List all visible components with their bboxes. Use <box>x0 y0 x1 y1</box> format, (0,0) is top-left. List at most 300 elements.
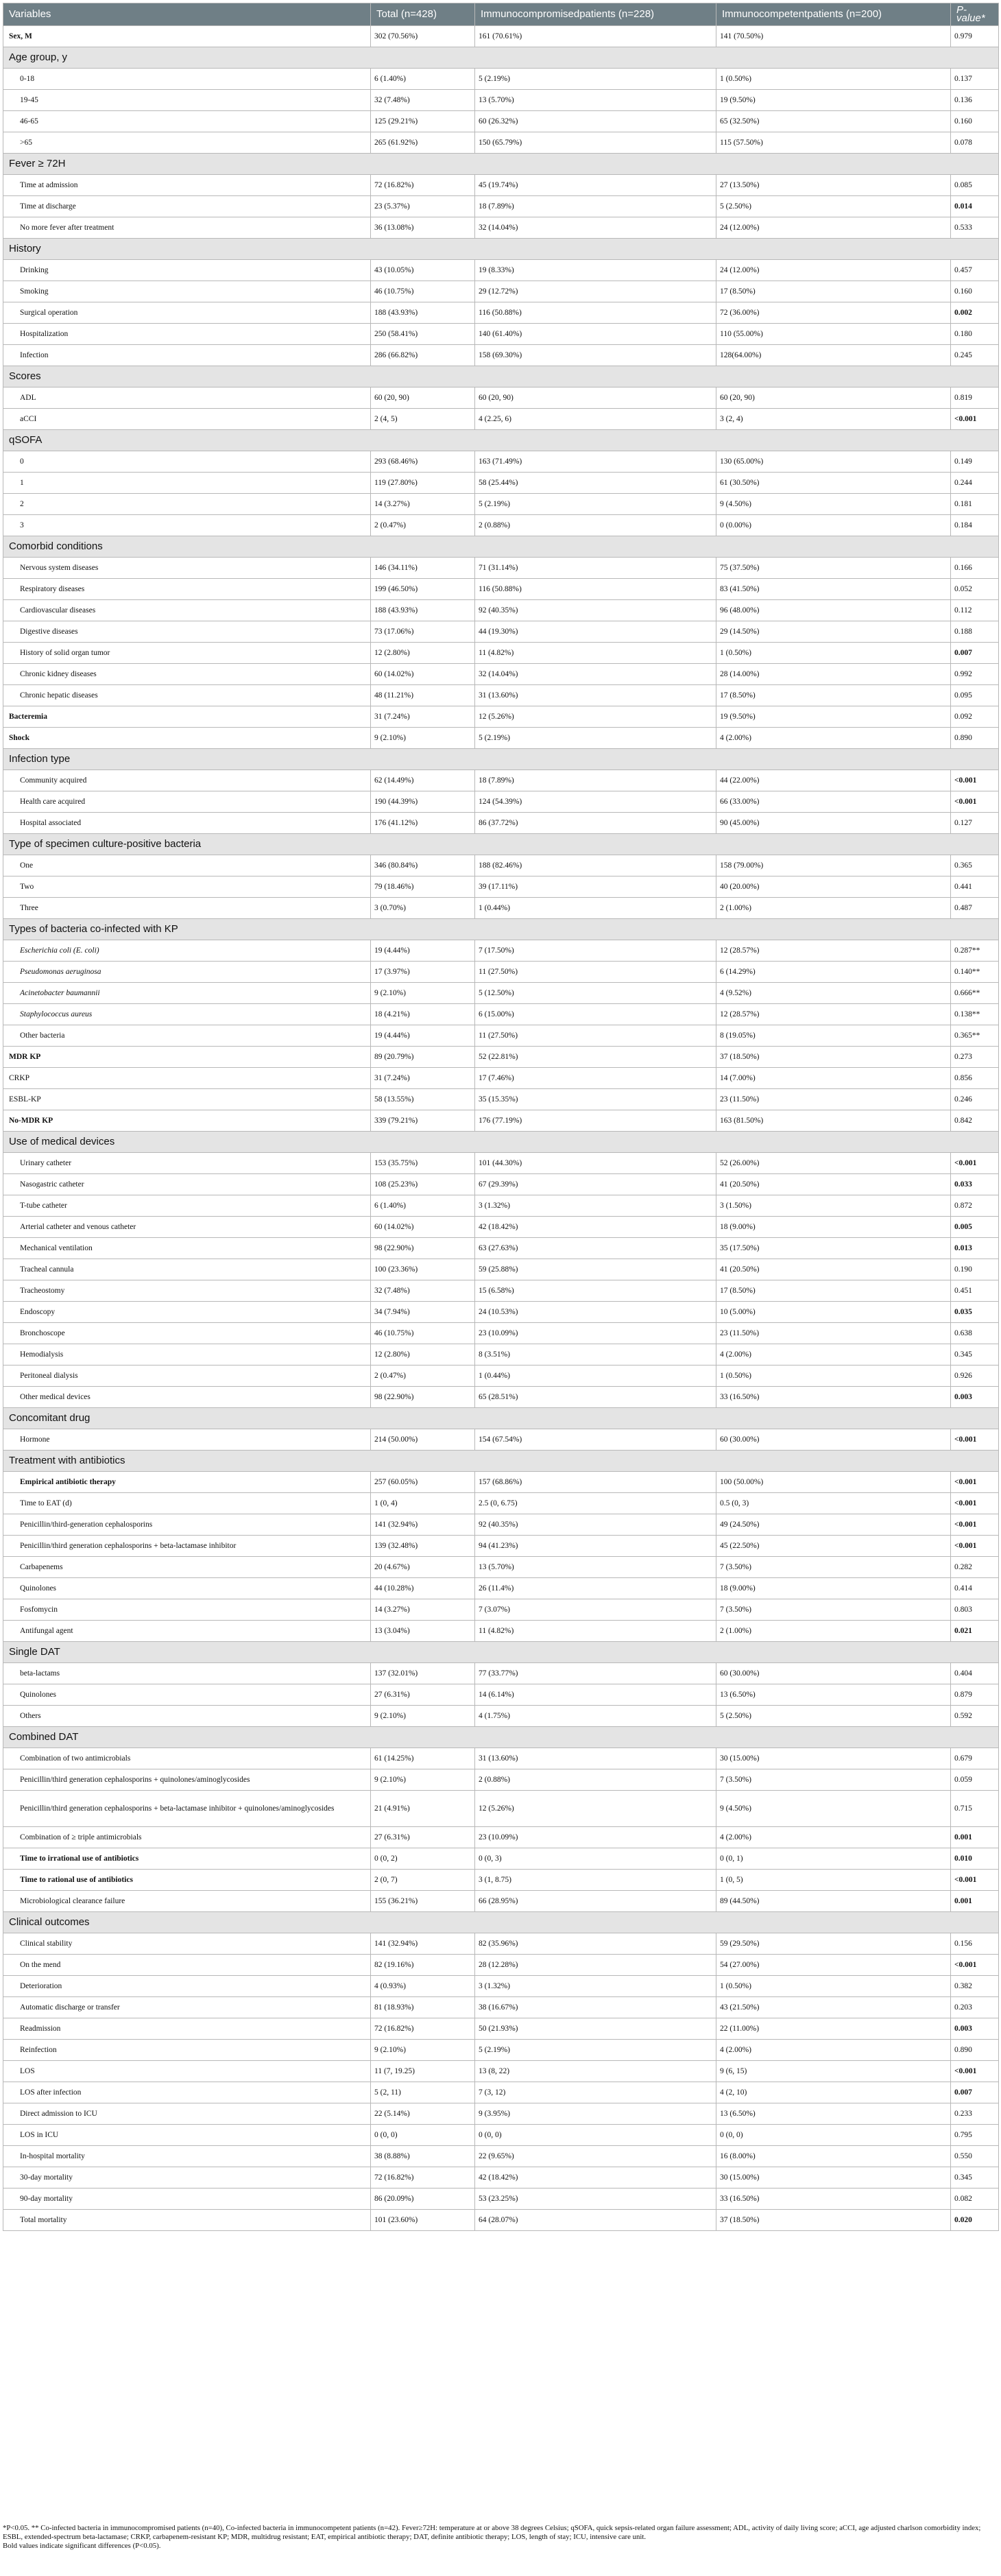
results-table <box>3 3 999 2231</box>
total-value: 2 (0.47%) <box>371 1365 475 1387</box>
immunocompetent-value: 1 (0.50%) <box>716 1976 951 1997</box>
section-title: Combined DAT <box>3 1727 999 1748</box>
table-row <box>3 1323 999 1344</box>
total-value: 79 (18.46%) <box>371 876 475 898</box>
total-value: 188 (43.93%) <box>371 302 475 324</box>
immunocompetent-value: 158 (79.00%) <box>716 855 951 876</box>
immunocompetent-value: 52 (26.00%) <box>716 1153 951 1174</box>
row-label: LOS in ICU <box>3 2125 371 2146</box>
total-value: 176 (41.12%) <box>371 813 475 834</box>
row-label: aCCI <box>3 409 371 430</box>
table-row <box>3 1004 999 1025</box>
p-value: 0.879 <box>951 1684 999 1706</box>
total-value: 141 (32.94%) <box>371 1933 475 1955</box>
p-value: 0.244 <box>951 473 999 494</box>
immunocompetent-value: 18 (9.00%) <box>716 1578 951 1599</box>
table-row <box>3 2018 999 2040</box>
immunocompetent-value: 66 (33.00%) <box>716 791 951 813</box>
immunocompromised-value: 66 (28.95%) <box>475 1891 716 1912</box>
section-header <box>3 1727 999 1748</box>
table-row <box>3 69 999 90</box>
header-variables: Variables <box>3 3 371 26</box>
table-row <box>3 1848 999 1870</box>
immunocompromised-value: 13 (5.70%) <box>475 1557 716 1578</box>
row-label: Other bacteria <box>3 1025 371 1047</box>
row-label: Mechanical ventilation <box>3 1238 371 1259</box>
row-label: History of solid organ tumor <box>3 643 371 664</box>
row-label: Combination of ≥ triple antimicrobials <box>3 1827 371 1848</box>
section-header <box>3 154 999 175</box>
row-label: Three <box>3 898 371 919</box>
p-value: 0.059 <box>951 1769 999 1791</box>
total-value: 32 (7.48%) <box>371 1280 475 1302</box>
p-value: 0.180 <box>951 324 999 345</box>
row-label: LOS <box>3 2061 371 2082</box>
row-label: Time to rational use of antibiotics <box>3 1870 371 1891</box>
immunocompromised-value: 39 (17.11%) <box>475 876 716 898</box>
total-value: 9 (2.10%) <box>371 983 475 1004</box>
table-row <box>3 1493 999 1514</box>
p-value: 0.160 <box>951 111 999 132</box>
row-label: T-tube catheter <box>3 1195 371 1217</box>
table-row <box>3 1302 999 1323</box>
p-value: <0.001 <box>951 1536 999 1557</box>
row-label: Penicillin/third-generation cephalosporins <box>3 1514 371 1536</box>
immunocompetent-value: 6 (14.29%) <box>716 962 951 983</box>
row-label: Respiratory diseases <box>3 579 371 600</box>
total-value: 48 (11.21%) <box>371 685 475 706</box>
row-label: 30-day mortality <box>3 2167 371 2189</box>
immunocompetent-value: 65 (32.50%) <box>716 111 951 132</box>
p-value: <0.001 <box>951 770 999 791</box>
total-value: 21 (4.91%) <box>371 1791 475 1827</box>
p-value: 0.287** <box>951 940 999 962</box>
table-row <box>3 2103 999 2125</box>
immunocompromised-value: 1 (0.44%) <box>475 898 716 919</box>
immunocompetent-value: 60 (20, 90) <box>716 387 951 409</box>
table-row <box>3 600 999 621</box>
immunocompromised-value: 71 (31.14%) <box>475 558 716 579</box>
section-header <box>3 1408 999 1429</box>
immunocompromised-value: 50 (21.93%) <box>475 2018 716 2040</box>
total-value: 2 (0, 7) <box>371 1870 475 1891</box>
p-value: 0.666** <box>951 983 999 1004</box>
p-value: 0.203 <box>951 1997 999 2018</box>
table-row <box>3 2189 999 2210</box>
p-value: 0.890 <box>951 728 999 749</box>
total-value: 19 (4.44%) <box>371 1025 475 1047</box>
immunocompromised-value: 12 (5.26%) <box>475 1791 716 1827</box>
row-label: Endoscopy <box>3 1302 371 1323</box>
table-row <box>3 876 999 898</box>
section-header <box>3 1132 999 1153</box>
p-value: <0.001 <box>951 1472 999 1493</box>
total-value: 141 (32.94%) <box>371 1514 475 1536</box>
p-value: 0.005 <box>951 1217 999 1238</box>
immunocompetent-value: 60 (30.00%) <box>716 1429 951 1451</box>
immunocompromised-value: 23 (10.09%) <box>475 1827 716 1848</box>
total-value: 12 (2.80%) <box>371 643 475 664</box>
row-label: Quinolones <box>3 1684 371 1706</box>
immunocompromised-value: 188 (82.46%) <box>475 855 716 876</box>
immunocompromised-value: 176 (77.19%) <box>475 1110 716 1132</box>
immunocompetent-value: 90 (45.00%) <box>716 813 951 834</box>
row-label: Nervous system diseases <box>3 558 371 579</box>
table-row <box>3 387 999 409</box>
table-row <box>3 1891 999 1912</box>
row-label: Shock <box>3 728 371 749</box>
immunocompetent-value: 5 (2.50%) <box>716 196 951 217</box>
p-value: 0.013 <box>951 1238 999 1259</box>
row-label: Direct admission to ICU <box>3 2103 371 2125</box>
total-value: 119 (27.80%) <box>371 473 475 494</box>
table-row <box>3 1933 999 1955</box>
row-label: Time to irrational use of antibiotics <box>3 1848 371 1870</box>
table-row <box>3 855 999 876</box>
table-row <box>3 1557 999 1578</box>
row-label: Fosfomycin <box>3 1599 371 1621</box>
p-value: 0.137 <box>951 69 999 90</box>
p-value: 0.014 <box>951 196 999 217</box>
immunocompetent-value: 17 (8.50%) <box>716 1280 951 1302</box>
row-label: MDR KP <box>3 1047 371 1068</box>
immunocompetent-value: 44 (22.00%) <box>716 770 951 791</box>
row-label: 0-18 <box>3 69 371 90</box>
immunocompromised-value: 11 (27.50%) <box>475 1025 716 1047</box>
immunocompromised-value: 64 (28.07%) <box>475 2210 716 2231</box>
immunocompetent-value: 75 (37.50%) <box>716 558 951 579</box>
total-value: 265 (61.92%) <box>371 132 475 154</box>
immunocompetent-value: 12 (28.57%) <box>716 1004 951 1025</box>
table-row <box>3 1068 999 1089</box>
total-value: 0 (0, 2) <box>371 1848 475 1870</box>
immunocompromised-value: 0 (0, 3) <box>475 1848 716 1870</box>
p-value: 0.365** <box>951 1025 999 1047</box>
immunocompetent-value: 19 (9.50%) <box>716 90 951 111</box>
section-header <box>3 834 999 855</box>
table-row <box>3 1870 999 1891</box>
total-value: 6 (1.40%) <box>371 1195 475 1217</box>
immunocompromised-value: 11 (4.82%) <box>475 643 716 664</box>
p-value: <0.001 <box>951 409 999 430</box>
row-label: Time at admission <box>3 175 371 196</box>
total-value: 11 (7, 19.25) <box>371 2061 475 2082</box>
immunocompromised-value: 24 (10.53%) <box>475 1302 716 1323</box>
immunocompetent-value: 35 (17.50%) <box>716 1238 951 1259</box>
table-row <box>3 2082 999 2103</box>
table-row <box>3 1387 999 1408</box>
section-header <box>3 366 999 387</box>
immunocompromised-value: 12 (5.26%) <box>475 706 716 728</box>
total-value: 14 (3.27%) <box>371 1599 475 1621</box>
row-label: Infection <box>3 345 371 366</box>
total-value: 9 (2.10%) <box>371 2040 475 2061</box>
immunocompetent-value: 2 (1.00%) <box>716 898 951 919</box>
row-label: Smoking <box>3 281 371 302</box>
row-label: CRKP <box>3 1068 371 1089</box>
immunocompetent-value: 61 (30.50%) <box>716 473 951 494</box>
table-row <box>3 1047 999 1068</box>
row-label: Chronic kidney diseases <box>3 664 371 685</box>
p-value: 0.365 <box>951 855 999 876</box>
row-label: Others <box>3 1706 371 1727</box>
table-row <box>3 1195 999 1217</box>
p-value: 0.842 <box>951 1110 999 1132</box>
immunocompetent-value: 41 (20.50%) <box>716 1174 951 1195</box>
p-value: 0.003 <box>951 1387 999 1408</box>
total-value: 9 (2.10%) <box>371 1706 475 1727</box>
immunocompetent-value: 5 (2.50%) <box>716 1706 951 1727</box>
immunocompetent-value: 27 (13.50%) <box>716 175 951 196</box>
table-row <box>3 494 999 515</box>
immunocompetent-value: 54 (27.00%) <box>716 1955 951 1976</box>
header-immunocompetent: Immunocompetentpatients (n=200) <box>716 3 951 26</box>
immunocompromised-value: 44 (19.30%) <box>475 621 716 643</box>
row-label: No more fever after treatment <box>3 217 371 239</box>
immunocompromised-value: 31 (13.60%) <box>475 1748 716 1769</box>
table-row <box>3 983 999 1004</box>
p-value: 0.033 <box>951 1174 999 1195</box>
row-label: ADL <box>3 387 371 409</box>
immunocompetent-value: 3 (2, 4) <box>716 409 951 430</box>
immunocompromised-value: 11 (4.82%) <box>475 1621 716 1642</box>
immunocompromised-value: 140 (61.40%) <box>475 324 716 345</box>
p-value: 0.345 <box>951 2167 999 2189</box>
immunocompetent-value: 29 (14.50%) <box>716 621 951 643</box>
immunocompetent-value: 30 (15.00%) <box>716 2167 951 2189</box>
row-label: On the mend <box>3 1955 371 1976</box>
total-value: 22 (5.14%) <box>371 2103 475 2125</box>
row-label: Other medical devices <box>3 1387 371 1408</box>
row-label: Urinary catheter <box>3 1153 371 1174</box>
immunocompetent-value: 163 (81.50%) <box>716 1110 951 1132</box>
immunocompetent-value: 4 (2.00%) <box>716 1827 951 1848</box>
immunocompetent-value: 0 (0, 1) <box>716 1848 951 1870</box>
table-row <box>3 1365 999 1387</box>
row-label: Health care acquired <box>3 791 371 813</box>
p-value: 0.181 <box>951 494 999 515</box>
total-value: 72 (16.82%) <box>371 2018 475 2040</box>
total-value: 302 (70.56%) <box>371 26 475 47</box>
table-row <box>3 1663 999 1684</box>
immunocompromised-value: 29 (12.72%) <box>475 281 716 302</box>
row-label: Clinical stability <box>3 1933 371 1955</box>
p-value: 0.550 <box>951 2146 999 2167</box>
immunocompromised-value: 31 (13.60%) <box>475 685 716 706</box>
p-value: 0.457 <box>951 260 999 281</box>
total-value: 125 (29.21%) <box>371 111 475 132</box>
section-title: Treatment with antibiotics <box>3 1451 999 1472</box>
p-value: 0.001 <box>951 1827 999 1848</box>
table-row <box>3 2040 999 2061</box>
section-title: Single DAT <box>3 1642 999 1663</box>
row-label: beta-lactams <box>3 1663 371 1684</box>
immunocompromised-value: 28 (12.28%) <box>475 1955 716 1976</box>
p-value: 0.082 <box>951 2189 999 2210</box>
table-row <box>3 940 999 962</box>
p-value: <0.001 <box>951 791 999 813</box>
immunocompetent-value: 10 (5.00%) <box>716 1302 951 1323</box>
total-value: 12 (2.80%) <box>371 1344 475 1365</box>
immunocompromised-value: 60 (20, 90) <box>475 387 716 409</box>
p-value: 0.085 <box>951 175 999 196</box>
total-value: 43 (10.05%) <box>371 260 475 281</box>
row-label: Readmission <box>3 2018 371 2040</box>
table-row <box>3 2125 999 2146</box>
total-value: 0 (0, 0) <box>371 2125 475 2146</box>
immunocompromised-value: 26 (11.4%) <box>475 1578 716 1599</box>
total-value: 27 (6.31%) <box>371 1684 475 1706</box>
section-title: Age group, y <box>3 47 999 69</box>
immunocompetent-value: 30 (15.00%) <box>716 1748 951 1769</box>
row-label: Community acquired <box>3 770 371 791</box>
row-label: Hemodialysis <box>3 1344 371 1365</box>
immunocompromised-value: 42 (18.42%) <box>475 2167 716 2189</box>
total-value: 31 (7.24%) <box>371 706 475 728</box>
immunocompromised-value: 52 (22.81%) <box>475 1047 716 1068</box>
immunocompetent-value: 22 (11.00%) <box>716 2018 951 2040</box>
row-label: LOS after infection <box>3 2082 371 2103</box>
immunocompetent-value: 19 (9.50%) <box>716 706 951 728</box>
section-header <box>3 919 999 940</box>
row-label: Penicillin/third generation cephalosporins + beta-lactamase inhibitor + quinolones/aminoglycosides <box>3 1791 371 1827</box>
immunocompetent-value: 3 (1.50%) <box>716 1195 951 1217</box>
immunocompetent-value: 9 (4.50%) <box>716 1791 951 1827</box>
row-label: 1 <box>3 473 371 494</box>
p-value: 0.451 <box>951 1280 999 1302</box>
total-value: 9 (2.10%) <box>371 728 475 749</box>
total-value: 27 (6.31%) <box>371 1827 475 1848</box>
immunocompromised-value: 59 (25.88%) <box>475 1259 716 1280</box>
p-value: 0.112 <box>951 600 999 621</box>
total-value: 3 (0.70%) <box>371 898 475 919</box>
table-row <box>3 324 999 345</box>
table-row <box>3 1976 999 1997</box>
p-value: 0.021 <box>951 1621 999 1642</box>
table-row <box>3 451 999 473</box>
table-row <box>3 728 999 749</box>
row-label: Two <box>3 876 371 898</box>
immunocompromised-value: 58 (25.44%) <box>475 473 716 494</box>
immunocompromised-value: 18 (7.89%) <box>475 770 716 791</box>
immunocompetent-value: 110 (55.00%) <box>716 324 951 345</box>
row-label: Staphylococcus aureus <box>3 1004 371 1025</box>
immunocompromised-value: 2 (0.88%) <box>475 515 716 536</box>
p-value: 0.140** <box>951 962 999 983</box>
immunocompetent-value: 100 (50.00%) <box>716 1472 951 1493</box>
p-value: <0.001 <box>951 1955 999 1976</box>
p-value: 0.092 <box>951 706 999 728</box>
p-value: 0.003 <box>951 2018 999 2040</box>
total-value: 339 (79.21%) <box>371 1110 475 1132</box>
immunocompromised-value: 1 (0.44%) <box>475 1365 716 1387</box>
row-label: Tracheostomy <box>3 1280 371 1302</box>
immunocompetent-value: 4 (2.00%) <box>716 728 951 749</box>
p-value: 0.184 <box>951 515 999 536</box>
total-value: 20 (4.67%) <box>371 1557 475 1578</box>
immunocompetent-value: 7 (3.50%) <box>716 1557 951 1578</box>
immunocompetent-value: 4 (9.52%) <box>716 983 951 1004</box>
row-label: Bronchoscope <box>3 1323 371 1344</box>
table-row <box>3 706 999 728</box>
total-value: 188 (43.93%) <box>371 600 475 621</box>
row-label: Combination of two antimicrobials <box>3 1748 371 1769</box>
table-row <box>3 1025 999 1047</box>
section-title: History <box>3 239 999 260</box>
immunocompromised-value: 3 (1.32%) <box>475 1195 716 1217</box>
section-header <box>3 430 999 451</box>
immunocompetent-value: 9 (4.50%) <box>716 494 951 515</box>
total-value: 293 (68.46%) <box>371 451 475 473</box>
total-value: 19 (4.44%) <box>371 940 475 962</box>
immunocompetent-value: 115 (57.50%) <box>716 132 951 154</box>
row-label: Cardiovascular diseases <box>3 600 371 621</box>
immunocompromised-value: 4 (1.75%) <box>475 1706 716 1727</box>
section-header <box>3 1451 999 1472</box>
section-header <box>3 239 999 260</box>
immunocompetent-value: 9 (6, 15) <box>716 2061 951 2082</box>
row-label: Deterioration <box>3 1976 371 1997</box>
table-row <box>3 132 999 154</box>
total-value: 38 (8.88%) <box>371 2146 475 2167</box>
immunocompromised-value: 14 (6.14%) <box>475 1684 716 1706</box>
total-value: 101 (23.60%) <box>371 2210 475 2231</box>
immunocompromised-value: 116 (50.88%) <box>475 579 716 600</box>
row-label: 90-day mortality <box>3 2189 371 2210</box>
p-value: 0.233 <box>951 2103 999 2125</box>
table-row <box>3 1174 999 1195</box>
total-value: 89 (20.79%) <box>371 1047 475 1068</box>
immunocompromised-value: 32 (14.04%) <box>475 217 716 239</box>
immunocompromised-value: 124 (54.39%) <box>475 791 716 813</box>
immunocompromised-value: 18 (7.89%) <box>475 196 716 217</box>
table-row <box>3 1344 999 1365</box>
immunocompetent-value: 7 (3.50%) <box>716 1599 951 1621</box>
immunocompetent-value: 49 (24.50%) <box>716 1514 951 1536</box>
immunocompromised-value: 163 (71.49%) <box>475 451 716 473</box>
table-row <box>3 664 999 685</box>
total-value: 153 (35.75%) <box>371 1153 475 1174</box>
immunocompromised-value: 5 (2.19%) <box>475 2040 716 2061</box>
immunocompromised-value: 23 (10.09%) <box>475 1323 716 1344</box>
p-value: 0.890 <box>951 2040 999 2061</box>
table-row <box>3 515 999 536</box>
table-row <box>3 1429 999 1451</box>
row-label: Hormone <box>3 1429 371 1451</box>
row-label: Time at discharge <box>3 196 371 217</box>
total-value: 98 (22.90%) <box>371 1387 475 1408</box>
immunocompetent-value: 1 (0, 5) <box>716 1870 951 1891</box>
immunocompetent-value: 60 (30.00%) <box>716 1663 951 1684</box>
immunocompromised-value: 82 (35.96%) <box>475 1933 716 1955</box>
immunocompromised-value: 9 (3.95%) <box>475 2103 716 2125</box>
p-value: 0.992 <box>951 664 999 685</box>
p-value: 0.052 <box>951 579 999 600</box>
table-row <box>3 1536 999 1557</box>
section-title: Clinical outcomes <box>3 1912 999 1933</box>
table-footnotes <box>3 2524 998 2551</box>
p-value: 0.138** <box>951 1004 999 1025</box>
total-value: 58 (13.55%) <box>371 1089 475 1110</box>
section-header <box>3 1912 999 1933</box>
row-label: Chronic hepatic diseases <box>3 685 371 706</box>
table-row <box>3 1110 999 1132</box>
immunocompromised-value: 11 (27.50%) <box>475 962 716 983</box>
row-label: Time to EAT (d) <box>3 1493 371 1514</box>
table-row <box>3 813 999 834</box>
p-value: <0.001 <box>951 1153 999 1174</box>
row-label: Bacteremia <box>3 706 371 728</box>
